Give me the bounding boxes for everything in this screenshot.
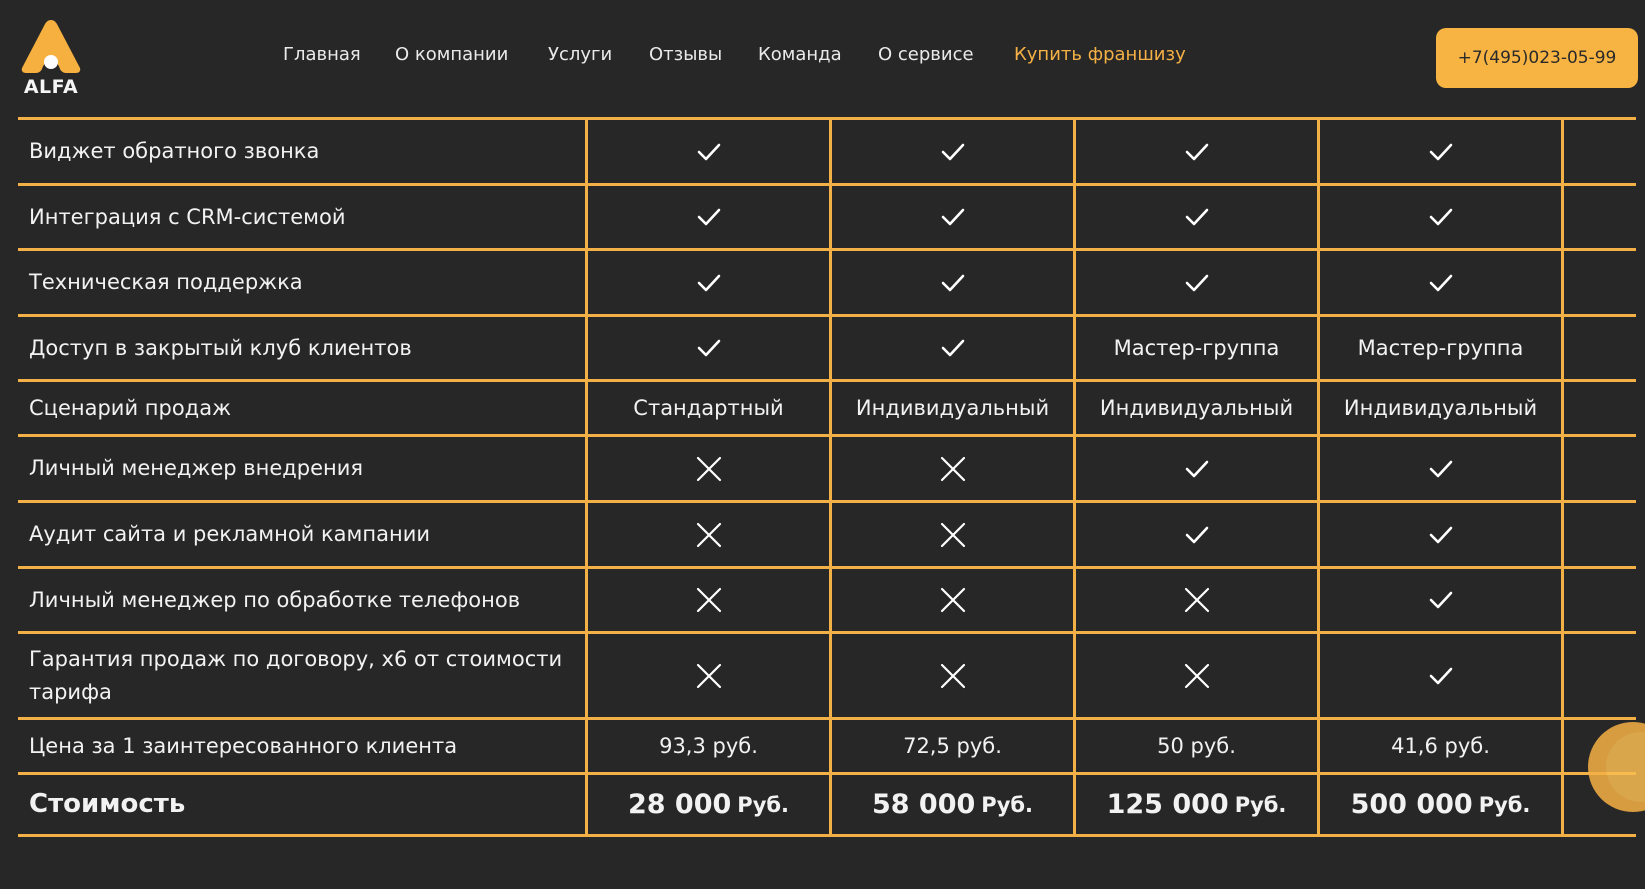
tariff-cell-included: [832, 186, 1073, 248]
price-unit: Руб.: [737, 792, 790, 817]
tariff-cell-excluded: [1076, 634, 1317, 717]
tariff-cell-included: [832, 120, 1073, 183]
feature-label: Интеграция с CRM-системой: [29, 204, 346, 229]
tariff-cell-excluded: [1076, 569, 1317, 631]
feature-label: Сценарий продаж: [29, 395, 231, 420]
tariff-cell-included: [1076, 120, 1317, 183]
cross-icon: [940, 522, 966, 548]
tariff-cell-excluded: [588, 634, 829, 717]
tariff-cell-included: [832, 251, 1073, 314]
check-icon: [697, 142, 721, 162]
tariff-cell-excluded: [588, 503, 829, 566]
cross-icon: [696, 663, 722, 689]
tariff-cell-included: [1320, 251, 1561, 314]
tariff-cell-value: Стандартный: [633, 396, 784, 420]
check-icon: [1429, 525, 1453, 545]
check-icon: [941, 207, 965, 227]
tariff-cell-included: [832, 317, 1073, 379]
table-row-total: [18, 775, 1636, 834]
feature-label: Техническая поддержка: [29, 270, 303, 294]
tariff-cell-value: Индивидуальный: [1343, 396, 1538, 420]
price-unit: Руб.: [981, 792, 1034, 817]
check-icon: [941, 273, 965, 293]
feature-label: Личный менеджер внедрения: [29, 456, 364, 480]
table-row: [18, 251, 1636, 314]
price-amount: 28 000: [627, 789, 732, 820]
nav-item-services[interactable]: Услуги: [548, 44, 613, 65]
tariff-cell-value: 93,3 руб.: [659, 734, 758, 758]
tariff-cell-excluded: [588, 437, 829, 500]
tariff-cell-excluded: [832, 634, 1073, 717]
feature-label: Виджет обратного звонка: [29, 139, 320, 163]
tariff-cell-included: [1076, 186, 1317, 248]
table-row: [18, 317, 1636, 379]
tariff-cell-included: [588, 120, 829, 183]
tariff-cell-value: 41,6 руб.: [1391, 734, 1490, 758]
tariff-cell-included: [1076, 251, 1317, 314]
tariff-cell-included: [588, 186, 829, 248]
check-icon: [941, 338, 965, 358]
check-icon: [1429, 142, 1453, 162]
tariff-cell-value: Мастер-группа: [1113, 336, 1280, 360]
tariff-cell-included: [1320, 569, 1561, 631]
table-row: [18, 382, 1636, 434]
tariff-cell-included: [1076, 503, 1317, 566]
tariff-cell-included: [1320, 186, 1561, 248]
feature-label: Личный менеджер по обработке телефонов: [29, 587, 521, 612]
cross-icon: [940, 456, 966, 482]
feature-label: Аудит сайта и рекламной кампании: [29, 522, 431, 546]
table-row-divider: [18, 834, 1636, 837]
feature-label: Цена за 1 заинтересованного клиента: [29, 733, 458, 758]
table-row: [18, 503, 1636, 566]
nav-item-about[interactable]: О компании: [395, 44, 509, 65]
table-row: [18, 186, 1636, 248]
check-icon: [1185, 207, 1209, 227]
feature-label: Гарантия продаж по договору, х6 от стоимости тарифа: [29, 646, 563, 704]
cross-icon: [1184, 663, 1210, 689]
tariff-price: [588, 775, 829, 834]
check-icon: [1185, 525, 1209, 545]
total-label: Стоимость: [29, 789, 186, 819]
cross-icon: [696, 456, 722, 482]
tariff-price: [832, 775, 1073, 834]
check-icon: [697, 273, 721, 293]
table-row: [18, 569, 1636, 631]
tariff-cell-included: [1320, 503, 1561, 566]
tariff-cell-included: [1076, 437, 1317, 500]
nav-item-reviews[interactable]: Отзывы: [649, 44, 723, 65]
check-icon: [1429, 273, 1453, 293]
cross-icon: [696, 522, 722, 548]
tariff-cell-included: [588, 251, 829, 314]
check-icon: [697, 338, 721, 358]
tariff-price: [1320, 775, 1561, 834]
cross-icon: [940, 663, 966, 689]
check-icon: [1429, 666, 1453, 686]
cross-icon: [1184, 587, 1210, 613]
logo-text: ALFA: [23, 76, 79, 98]
nav-item-team[interactable]: Команда: [758, 44, 842, 65]
cross-icon: [696, 587, 722, 613]
phone-button[interactable]: +7(495)023-05-99: [1436, 28, 1638, 88]
tariff-cell-included: [588, 317, 829, 379]
check-icon: [1185, 459, 1209, 479]
tariff-cell-excluded: [832, 503, 1073, 566]
tariff-price: [1076, 775, 1317, 834]
table-row: [18, 120, 1636, 183]
table-row: [18, 720, 1636, 772]
check-icon: [1185, 273, 1209, 293]
tariff-cell-excluded: [588, 569, 829, 631]
table-row: [18, 634, 1636, 717]
check-icon: [941, 142, 965, 162]
check-icon: [1185, 142, 1209, 162]
price-amount: 125 000: [1106, 789, 1229, 820]
tariff-cell-value: 72,5 руб.: [903, 734, 1002, 758]
nav-item-franchise[interactable]: Купить франшизу: [1014, 44, 1186, 65]
check-icon: [1429, 590, 1453, 610]
tariff-cell-included: [1320, 437, 1561, 500]
check-icon: [1429, 207, 1453, 227]
price-unit: Руб.: [1234, 792, 1287, 817]
price-unit: Руб.: [1478, 792, 1531, 817]
tariff-cell-included: [1320, 634, 1561, 717]
check-icon: [1429, 459, 1453, 479]
nav-item-home[interactable]: Главная: [283, 44, 361, 65]
table-row: [18, 437, 1636, 500]
tariff-cell-excluded: [832, 569, 1073, 631]
feature-label: Доступ в закрытый клуб клиентов: [29, 335, 412, 360]
tariff-cell-excluded: [832, 437, 1073, 500]
price-amount: 500 000: [1350, 789, 1473, 820]
nav-item-service-info[interactable]: О сервисе: [878, 44, 974, 65]
price-amount: 58 000: [871, 789, 976, 820]
tariff-cell-included: [1320, 120, 1561, 183]
tariff-cell-value: Индивидуальный: [1099, 396, 1294, 420]
tariff-cell-value: 50 руб.: [1157, 734, 1236, 758]
check-icon: [697, 207, 721, 227]
tariff-cell-value: Мастер-группа: [1357, 336, 1524, 360]
tariff-cell-value: Индивидуальный: [855, 396, 1050, 420]
floating-button-inner: [1606, 732, 1645, 802]
cross-icon: [940, 587, 966, 613]
